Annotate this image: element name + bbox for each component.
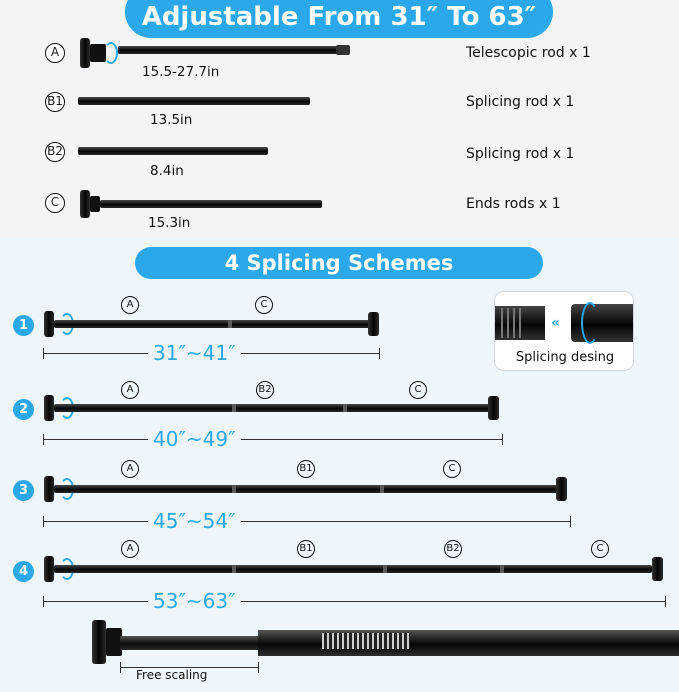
- closeup-end-cap: [92, 620, 106, 664]
- scheme-3-joint: [380, 485, 384, 493]
- part-a-rod: [118, 46, 346, 54]
- scheme-1-joint: [228, 320, 232, 328]
- part-b2-description: Splicing rod x 1: [466, 146, 575, 162]
- scheme-3-range: 45″~54″: [148, 509, 241, 533]
- scheme-3-right-cap: [556, 477, 567, 501]
- part-b2-rod: [78, 147, 268, 155]
- page-title: Adjustable From 31″ To 63″: [141, 2, 537, 32]
- scheme-2-label-b2: B2: [256, 381, 274, 399]
- scheme-1-label-a: A: [121, 296, 139, 314]
- splicing-detail-box: [494, 291, 634, 371]
- scheme-2-number: 2: [13, 399, 34, 420]
- scheme-1-left-cap: [44, 311, 54, 337]
- scheme-2-range: 40″~49″: [148, 427, 241, 451]
- part-c-collar: [90, 196, 100, 212]
- detail-ridge: [507, 308, 509, 338]
- detail-ridge: [501, 308, 503, 338]
- part-a-length: 15.5-27.7in: [142, 64, 220, 80]
- scheme-4-left-cap: [44, 556, 54, 582]
- part-badge-c: C: [45, 193, 65, 213]
- part-badge-b1: B1: [45, 92, 65, 112]
- scheme-3-label-c: C: [443, 460, 461, 478]
- scheme-3-number: 3: [13, 480, 34, 501]
- scheme-4-label-b2: B2: [444, 540, 462, 558]
- detail-ridge: [513, 308, 515, 338]
- double-chevron-left-icon: «: [551, 315, 561, 331]
- part-b1-rod: [78, 97, 310, 105]
- part-badge-a: A: [45, 43, 65, 63]
- scheme-2-label-a: A: [121, 381, 139, 399]
- part-b1-length: 13.5in: [150, 112, 193, 128]
- part-badge-b2: B2: [45, 142, 65, 162]
- scheme-3-rod: [54, 485, 558, 493]
- scheme-2-joint: [343, 404, 347, 412]
- scheme-3-left-cap: [44, 476, 54, 502]
- scheme-4-joint: [232, 565, 236, 573]
- part-a-thread: [336, 45, 350, 55]
- schemes-title: 4 Splicing Schemes: [224, 251, 454, 275]
- scheme-3-label-a: A: [121, 460, 139, 478]
- part-c-end-cap: [80, 190, 90, 218]
- rotate-icon: [581, 302, 599, 344]
- part-c-description: Ends rods x 1: [466, 196, 561, 212]
- part-c-rod: [100, 200, 322, 208]
- detail-ridge: [519, 308, 521, 338]
- scheme-1-number: 1: [13, 315, 34, 336]
- scheme-1-range: 31″~41″: [148, 341, 241, 365]
- scheme-3-dimension-line: [43, 521, 571, 522]
- scheme-3-label-b1: B1: [297, 460, 315, 478]
- scheme-1-rod: [54, 320, 370, 328]
- scheme-1-right-cap: [368, 312, 379, 336]
- scheme-2-right-cap: [488, 396, 499, 420]
- detail-caption: Splicing desing: [515, 350, 615, 365]
- scheme-4-label-b1: B1: [297, 540, 315, 558]
- scheme-4-label-a: A: [121, 540, 139, 558]
- scheme-4-rod: [54, 565, 652, 573]
- free-scaling-label: Free scaling: [133, 668, 210, 682]
- rotate-icon: [104, 42, 118, 64]
- scheme-1-label-c: C: [255, 296, 273, 314]
- scheme-4-label-c: C: [591, 540, 609, 558]
- scheme-2-joint: [232, 404, 236, 412]
- scheme-4-number: 4: [13, 561, 34, 582]
- part-a-description: Telescopic rod x 1: [466, 45, 591, 61]
- scheme-4-joint: [383, 565, 387, 573]
- scheme-2-left-cap: [44, 395, 54, 421]
- part-b1-description: Splicing rod x 1: [466, 94, 575, 110]
- scheme-2-label-c: C: [409, 381, 427, 399]
- part-b2-length: 8.4in: [150, 163, 184, 179]
- part-a-end-cap: [80, 38, 90, 68]
- scheme-2-rod: [54, 404, 490, 412]
- scheme-3-joint: [232, 485, 236, 493]
- scheme-4-dimension-line: [43, 601, 666, 602]
- scheme-4-right-cap: [652, 557, 663, 581]
- scheme-4-joint: [500, 565, 504, 573]
- scheme-4-range: 53″~63″: [148, 589, 241, 613]
- closeup-inner-rod: [120, 636, 260, 650]
- closeup-spring: [322, 633, 410, 649]
- part-c-length: 15.3in: [148, 215, 191, 231]
- scheme-2-dimension-line: [43, 439, 503, 440]
